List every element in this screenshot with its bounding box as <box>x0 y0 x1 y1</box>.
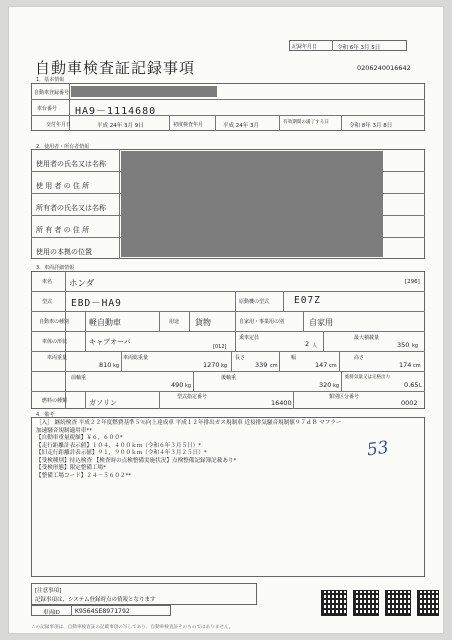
body-value: キャブオーバ <box>89 338 131 346</box>
remarks-line: 【旧走行距離計表示値】９１，９００ｋｍ（令和４年３月２５日）* <box>36 450 207 456</box>
kind-value: 軽自動車 <box>89 318 121 327</box>
type-approval-label: 型式指定番号 <box>177 394 208 400</box>
record-date-label: 記録年月日 <box>292 44 318 50</box>
owner-info-redaction <box>121 151 383 257</box>
bottom-disclaimer: この記録事項は、自動車検査証の記載事項の写しであり、自動車検査証そのものではありません。 <box>31 625 234 630</box>
height-value: 174 <box>399 361 412 369</box>
qr-code-4-icon <box>417 590 439 616</box>
document-title: 自動車検査証記録事項 <box>35 59 196 77</box>
height-unit: cm <box>413 363 421 369</box>
category-value: 0002 <box>401 399 418 407</box>
max-load-unit: kg <box>412 343 419 349</box>
remarks-line: 【整備工場コード】２４－５６０２** <box>36 472 132 479</box>
engine-label: 原動機の型式 <box>239 299 270 305</box>
purpose-value: 自家用 <box>309 318 333 327</box>
length-label: 長さ <box>235 355 246 361</box>
qr-code-2-icon <box>353 590 379 616</box>
front-axle-value: 490 <box>171 381 184 389</box>
width-unit: cm <box>329 363 337 369</box>
max-load-value: 350 <box>397 341 410 349</box>
front-axle-label: 前軸重 <box>71 375 87 381</box>
section-vehicle-label: 3．車両詳細情報 <box>36 265 75 271</box>
user-name-label: 使用者の氏名又は名称 <box>36 160 106 168</box>
owner-address-label: 所 有 者 の 住 所 <box>36 226 90 234</box>
section-basic-label: 1．基本情報 <box>36 77 65 83</box>
maker-code: [296] <box>405 279 420 285</box>
expiry-label: 有効期間の満了する日 <box>283 120 329 125</box>
weight-value: 810 <box>99 361 112 369</box>
model-value: EBD－HA9 <box>71 298 122 309</box>
remarks-text <box>36 420 341 480</box>
category-label: 類別区分番号 <box>329 394 360 400</box>
capacity-label: 乗車定員 <box>239 335 260 341</box>
max-load-label: 最大積載量 <box>354 335 380 341</box>
remarks-line: 【受検種別】持込検査 【検査時の点検整備実施状況】点検整備記録簿記載あり* <box>36 457 237 464</box>
remarks-line: 加速騒音規制適用車** <box>36 427 92 434</box>
document-sheet <box>8 6 444 634</box>
width-value: 147 <box>315 361 328 369</box>
height-label: 高さ <box>354 355 365 361</box>
qr-code-1-icon <box>321 590 347 616</box>
weight-label: 車両重量 <box>47 355 68 361</box>
user-address-label: 使 用 者 の 住 所 <box>36 182 90 190</box>
issue-date-value: 平成 24年 3月 9日 <box>97 123 144 129</box>
length-unit: cm <box>270 363 278 369</box>
use-label: 用途 <box>169 319 180 325</box>
fuel-value: ガソリン <box>89 399 117 407</box>
model-label: 型式 <box>42 299 53 305</box>
kind-label: 自動車の種別 <box>39 319 70 325</box>
section-remarks-label: 4．備考 <box>36 412 55 418</box>
body-label: 車体の形状 <box>42 339 68 345</box>
displacement-label: 総排気量又は定格出力 <box>345 375 390 380</box>
remarks-line: 【受検形態】限定整備工場* <box>36 465 106 471</box>
chassis-label: 車台番号 <box>37 106 58 112</box>
owner-name-label: 所有者の氏名又は名称 <box>36 204 106 212</box>
displacement-unit: L <box>419 383 422 389</box>
capacity-unit: 人 <box>312 343 318 349</box>
weight-unit: kg <box>113 363 120 369</box>
gross-weight-unit: kg <box>221 363 228 369</box>
base-location-label: 使用の本拠の位置 <box>36 248 92 256</box>
width-label: 幅 <box>291 355 297 361</box>
type-approval-value: 16400 <box>271 399 292 407</box>
first-inspection-value: 平成 24年 3月 <box>223 123 259 129</box>
use-value: 貨物 <box>195 318 211 327</box>
front-axle-unit: kg <box>185 383 192 389</box>
chassis-value: HA9－1114680 <box>75 106 157 117</box>
displacement-value: 0.65 <box>404 381 419 389</box>
rear-axle-unit: kg <box>333 383 340 389</box>
engine-value: E07Z <box>294 295 321 306</box>
remarks-line: 【自動車重量税額】￥６，６００* <box>36 435 123 441</box>
gross-weight-label: 車両総重量 <box>123 355 149 361</box>
length-value: 339 <box>255 361 268 369</box>
qr-code-3-icon <box>385 590 411 616</box>
handwritten-note: 53 <box>365 437 390 461</box>
vehicle-id-value: K9564SE8971792 <box>75 607 130 615</box>
capacity-value: 2 <box>305 340 310 348</box>
body-code: [012] <box>213 344 227 350</box>
remarks-line: ［入］ 継続検査 平成２２年度燃費基準５％向上達成車 平成１２年排出ガス規制車 近接排気騒音規制値９７ｄＢ マフラー <box>36 420 342 426</box>
reg-number-label: 自動車登録番号 <box>34 90 70 96</box>
record-date-value: 令和 6年 3月 5日 <box>337 45 381 51</box>
notice-text: 記録事項は、システム登録時点の情報となります <box>35 597 156 603</box>
issue-date-label: 交付年月日 <box>46 122 72 128</box>
rear-axle-value: 320 <box>319 381 332 389</box>
purpose-label: 自家用・事業用の別 <box>239 319 285 325</box>
expiry-value: 令和 8年 3月 8日 <box>349 123 393 129</box>
notice-title: [注意事項] <box>35 588 62 594</box>
vehicle-id-label: 車両ID <box>43 610 60 616</box>
first-inspection-label: 初度検査年月 <box>173 122 204 128</box>
reg-number-redaction <box>71 86 217 97</box>
remarks-line: 【走行距離計表示値】１０４，４００ｋｍ（令和６年３月５日）* <box>36 442 202 449</box>
rear-axle-label: 後軸重 <box>221 375 237 381</box>
gross-weight-value: 1270 <box>203 361 220 369</box>
section-owner-label: 2．使用者・所有者情報 <box>36 144 90 150</box>
maker-value: ホンダ <box>69 279 95 289</box>
maker-label: 車名 <box>42 279 53 285</box>
fuel-label: 燃料の種類 <box>42 398 68 404</box>
document-number: 0206240016642 <box>357 64 411 72</box>
